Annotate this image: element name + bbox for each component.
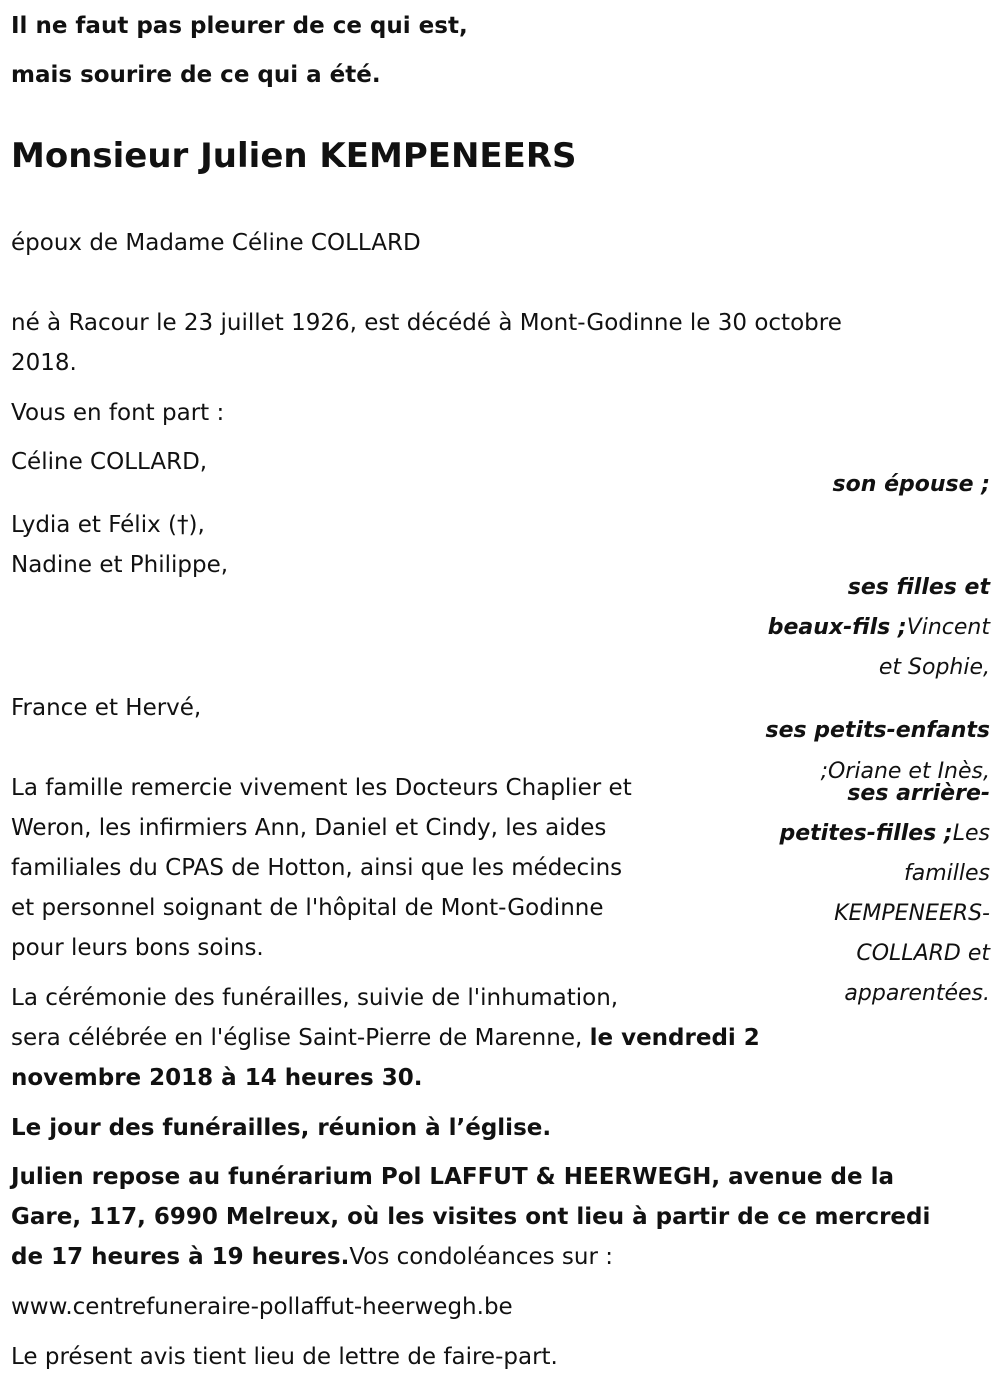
birth-death-line-1: né à Racour le 23 juillet 1926, est décédé à Mont-Godinne le 30 octobre [11, 310, 842, 336]
relation-daughters-2 [768, 608, 990, 648]
ceremony-line-2 [11, 1018, 760, 1058]
spouse-line: époux de Madame Céline COLLARD [11, 230, 421, 256]
family-member: Lydia et Félix (†), [11, 512, 205, 538]
funerarium-line-1: Julien repose au funérarium Pol LAFFUT & HEERWEGH, avenue de la [11, 1164, 895, 1190]
quote-line-1: Il ne faut pas pleurer de ce qui est, [11, 13, 468, 39]
family-member: France et Hervé, [11, 695, 202, 721]
thanks-line-4: et personnel soignant de l'hôpital de Mont-Godinne [11, 895, 604, 921]
birth-death-line-2: 2018. [11, 350, 77, 376]
relation-grandchildren [765, 711, 990, 751]
relation-great-label-2: petites-filles ; [779, 821, 953, 846]
quote-line-2: mais sourire de ce qui a été. [11, 62, 381, 88]
grandchildren-names-1: Vincent [906, 615, 990, 640]
announcement-intro: Vous en font part : [11, 400, 225, 426]
visit-hours: de 17 heures à 19 heures. [11, 1244, 350, 1270]
ceremony-line-1: La cérémonie des funérailles, suivie de l'inhumation, [11, 985, 619, 1011]
relation-daughters-1 [848, 568, 990, 608]
thanks-line-1: La famille remercie vivement les Docteurs Chaplier et [11, 775, 632, 801]
ceremony-location: sera célébrée en l'église Saint-Pierre de Marenne, [11, 1025, 590, 1051]
relation-daughters-label-1: ses filles et [847, 575, 990, 600]
thanks-line-5: pour leurs bons soins. [11, 935, 264, 961]
funerarium-line-3 [11, 1237, 613, 1277]
ceremony-date-1: le vendredi 2 [589, 1025, 760, 1051]
footer-note: Le présent avis tient lieu de lettre de faire-part. [11, 1344, 558, 1370]
relation-daughters-label-2: beaux-fils ; [767, 615, 907, 640]
families-line-1: Les [952, 821, 990, 846]
condolences-website-link[interactable]: www.centrefuneraire-pollaffut-heerwegh.be [11, 1294, 513, 1320]
relation-spouse-label: son épouse ; [832, 472, 990, 497]
thanks-line-2: Weron, les infirmiers Ann, Daniel et Cindy, les aides [11, 815, 607, 841]
thanks-line-3: familiales du CPAS de Hotton, ainsi que les médecins [11, 855, 623, 881]
families-line-4: COLLARD et [856, 941, 990, 966]
relation-grandchildren-label: ses petits-enfants [765, 718, 990, 743]
families-line-2: familles [904, 861, 990, 886]
families-line-5: apparentées. [844, 981, 990, 1006]
families-line-3: KEMPENEERS- [834, 901, 990, 926]
condolences-label: Vos condoléances sur : [349, 1244, 614, 1270]
family-member: Nadine et Philippe, [11, 552, 229, 578]
relation-great-label-1: ses arrière- [847, 781, 990, 806]
deceased-name: Monsieur Julien KEMPENEERS [11, 136, 577, 176]
great-grandchildren-names: ;Oriane et Inès, [820, 759, 990, 784]
relation-great-2 [779, 814, 990, 854]
ceremony-meeting: Le jour des funérailles, réunion à l’église. [11, 1115, 552, 1141]
family-member: Céline COLLARD, [11, 449, 208, 475]
relation-great-1 [847, 774, 990, 814]
funerarium-line-2: Gare, 117, 6990 Melreux, où les visites ont lieu à partir de ce mercredi [11, 1204, 931, 1230]
relation-spouse [833, 465, 990, 505]
ceremony-date-2: novembre 2018 à 14 heures 30. [11, 1065, 423, 1091]
grandchildren-names-2: et Sophie, [878, 655, 990, 680]
